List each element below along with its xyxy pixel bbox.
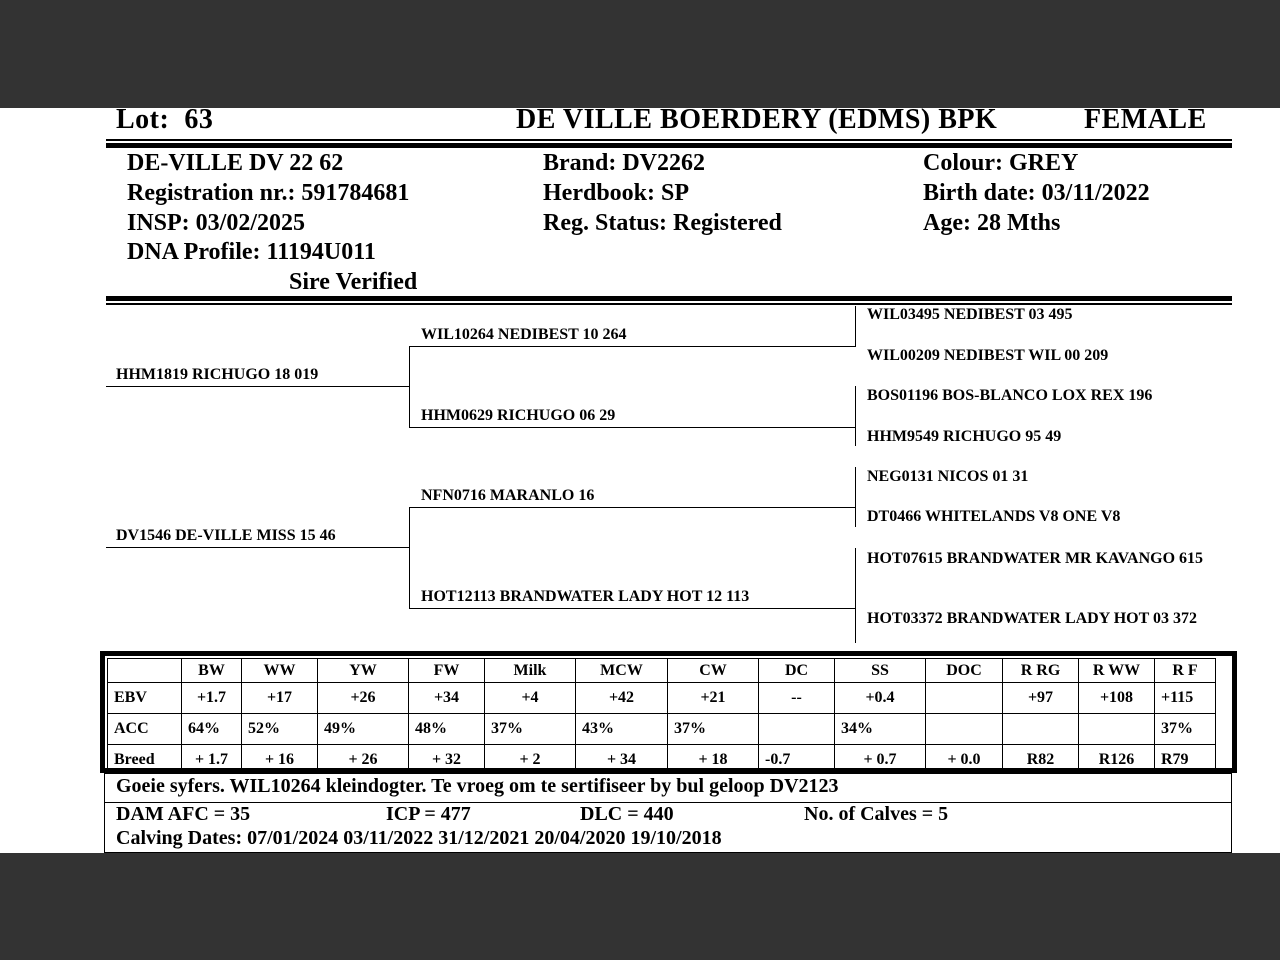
ebv-header-cell: FW — [409, 659, 485, 683]
ebv-header-cell: Milk — [485, 659, 576, 683]
breed-row — [108, 745, 1216, 775]
ebv-table — [107, 658, 1216, 775]
acc-cell: 52% — [242, 714, 318, 745]
brand: Brand: DV2262 — [543, 150, 706, 176]
dam-branch — [409, 507, 410, 608]
dam-afc: DAM AFC = 35 — [116, 803, 251, 825]
ggp-branch-4 — [855, 548, 856, 643]
breed-cell: + 16 — [242, 745, 318, 775]
acc-row-label: ACC — [108, 714, 182, 745]
ebv-row — [108, 683, 1216, 714]
ebv-cell: +26 — [318, 683, 409, 714]
acc-cell: 34% — [835, 714, 926, 745]
reg-status: Reg. Status: Registered — [543, 210, 782, 236]
ggp-branch-2 — [855, 386, 856, 446]
breeder-name: DE VILLE BOERDERY (EDMS) BPK — [516, 104, 998, 135]
acc-cell — [1079, 714, 1155, 745]
herdbook: Herdbook: SP — [543, 180, 690, 206]
pedigree-dam-sire: NFN0716 MARANLO 16 — [421, 487, 595, 504]
colour: Colour: GREY — [923, 150, 1079, 176]
breed-cell: R79 — [1155, 745, 1216, 775]
acc-cell: 37% — [1155, 714, 1216, 745]
lot-number: 63 — [184, 104, 214, 135]
ebv-cell: +17 — [242, 683, 318, 714]
comment-text: Goeie syfers. WIL10264 kleindogter. Te vroeg om te sertifiseer by bul geloop DV2123 — [116, 775, 839, 797]
ebv-cell: +21 — [668, 683, 759, 714]
ggp-8: HOT03372 BRANDWATER LADY HOT 03 372 — [867, 610, 1197, 627]
acc-cell: 49% — [318, 714, 409, 745]
ebv-cell: +97 — [1003, 683, 1079, 714]
ebv-header-cell: R WW — [1079, 659, 1155, 683]
breed-cell: + 0.0 — [926, 745, 1003, 775]
lot-sheet — [0, 104, 1280, 853]
pedigree-sire: HHM1819 RICHUGO 18 019 — [116, 366, 319, 383]
ebv-row-label: EBV — [108, 683, 182, 714]
breed-cell: + 18 — [668, 745, 759, 775]
ggp-5: NEG0131 NICOS 01 31 — [867, 468, 1029, 485]
ebv-cell: +0.4 — [835, 683, 926, 714]
ebv-header-cell: BW — [182, 659, 242, 683]
header-rule-thin — [106, 139, 1232, 141]
ggp-branch-1 — [855, 306, 856, 346]
ebv-cell: +4 — [485, 683, 576, 714]
comment-box — [104, 773, 1232, 803]
ebv-header-cell: DOC — [926, 659, 1003, 683]
breed-cell: + 26 — [318, 745, 409, 775]
ebv-cell — [926, 683, 1003, 714]
ebv-cell: +34 — [409, 683, 485, 714]
ggp-1: WIL03495 NEDIBEST 03 495 — [867, 306, 1073, 323]
ggp-6: DT0466 WHITELANDS V8 ONE V8 — [867, 508, 1121, 525]
ggp-2: WIL00209 NEDIBEST WIL 00 209 — [867, 347, 1109, 364]
breed-cell: R126 — [1079, 745, 1155, 775]
breed-cell: + 34 — [576, 745, 668, 775]
dam-dam-line — [409, 608, 856, 609]
dam-dlc: DLC = 440 — [580, 803, 674, 825]
dam-sire-line — [409, 507, 856, 508]
ggp-3: BOS01196 BOS-BLANCO LOX REX 196 — [867, 387, 1153, 404]
acc-row — [108, 714, 1216, 745]
lot-label — [116, 104, 213, 136]
dam-stats-box — [104, 802, 1232, 853]
ebv-header-cell: SS — [835, 659, 926, 683]
ebv-header-cell: MCW — [576, 659, 668, 683]
breed-cell: + 1.7 — [182, 745, 242, 775]
dam-icp: ICP = 477 — [386, 803, 471, 825]
acc-cell — [1003, 714, 1079, 745]
breed-cell: R82 — [1003, 745, 1079, 775]
dam-calves: No. of Calves = 5 — [804, 803, 949, 825]
breed-row-label: Breed — [108, 745, 182, 775]
pedigree-dam-dam: HOT12113 BRANDWATER LADY HOT 12 113 — [421, 588, 750, 605]
info-rule-thin — [106, 303, 1232, 305]
pedigree-sire-dam: HHM0629 RICHUGO 06 29 — [421, 407, 616, 424]
age: Age: 28 Mths — [923, 210, 1061, 236]
acc-cell: 37% — [668, 714, 759, 745]
breed-cell: + 32 — [409, 745, 485, 775]
ggp-4: HHM9549 RICHUGO 95 49 — [867, 428, 1062, 445]
ebv-cell: +1.7 — [182, 683, 242, 714]
ebv-header-cell: R RG — [1003, 659, 1079, 683]
dam-line — [106, 547, 409, 548]
ebv-table-frame — [100, 651, 1237, 773]
ggp-branch-3 — [855, 467, 856, 527]
ebv-header-row — [108, 659, 1216, 683]
sire-sire-line — [409, 346, 856, 347]
breed-cell: + 0.7 — [835, 745, 926, 775]
calving-dates: Calving Dates: 07/01/2024 03/11/2022 31/12/2021 20/04/2020 19/10/2018 — [116, 827, 722, 849]
ebv-header-cell: R F — [1155, 659, 1216, 683]
insp-date: INSP: 03/02/2025 — [127, 210, 306, 236]
registration-number: Registration nr.: 591784681 — [127, 180, 410, 206]
ggp-7: HOT07615 BRANDWATER MR KAVANGO 615 — [867, 550, 1204, 567]
acc-cell: 64% — [182, 714, 242, 745]
birth-date: Birth date: 03/11/2022 — [923, 180, 1150, 206]
lot-label-text: Lot: — [116, 104, 170, 135]
info-rule-thick — [106, 296, 1232, 301]
dna-profile: DNA Profile: 11194U011 — [127, 239, 376, 265]
breed-cell: -0.7 — [759, 745, 835, 775]
acc-cell — [759, 714, 835, 745]
acc-cell: 43% — [576, 714, 668, 745]
ebv-cell: +115 — [1155, 683, 1216, 714]
ebv-header-cell: CW — [668, 659, 759, 683]
sex-label: FEMALE — [1084, 104, 1207, 135]
ebv-header-cell — [108, 659, 182, 683]
ebv-header-cell: YW — [318, 659, 409, 683]
sire-dam-line — [409, 427, 856, 428]
sire-line — [106, 386, 409, 387]
breed-cell: + 2 — [485, 745, 576, 775]
dna-status: Sire Verified — [289, 269, 418, 295]
pedigree-dam: DV1546 DE-VILLE MISS 15 46 — [116, 527, 336, 544]
ebv-header-cell: DC — [759, 659, 835, 683]
pedigree-sire-sire: WIL10264 NEDIBEST 10 264 — [421, 326, 627, 343]
animal-name: DE-VILLE DV 22 62 — [127, 150, 344, 176]
acc-cell: 48% — [409, 714, 485, 745]
ebv-header-cell: WW — [242, 659, 318, 683]
acc-cell — [926, 714, 1003, 745]
sire-branch — [409, 346, 410, 427]
acc-cell: 37% — [485, 714, 576, 745]
ebv-cell: +108 — [1079, 683, 1155, 714]
ebv-cell: -- — [759, 683, 835, 714]
ebv-cell: +42 — [576, 683, 668, 714]
